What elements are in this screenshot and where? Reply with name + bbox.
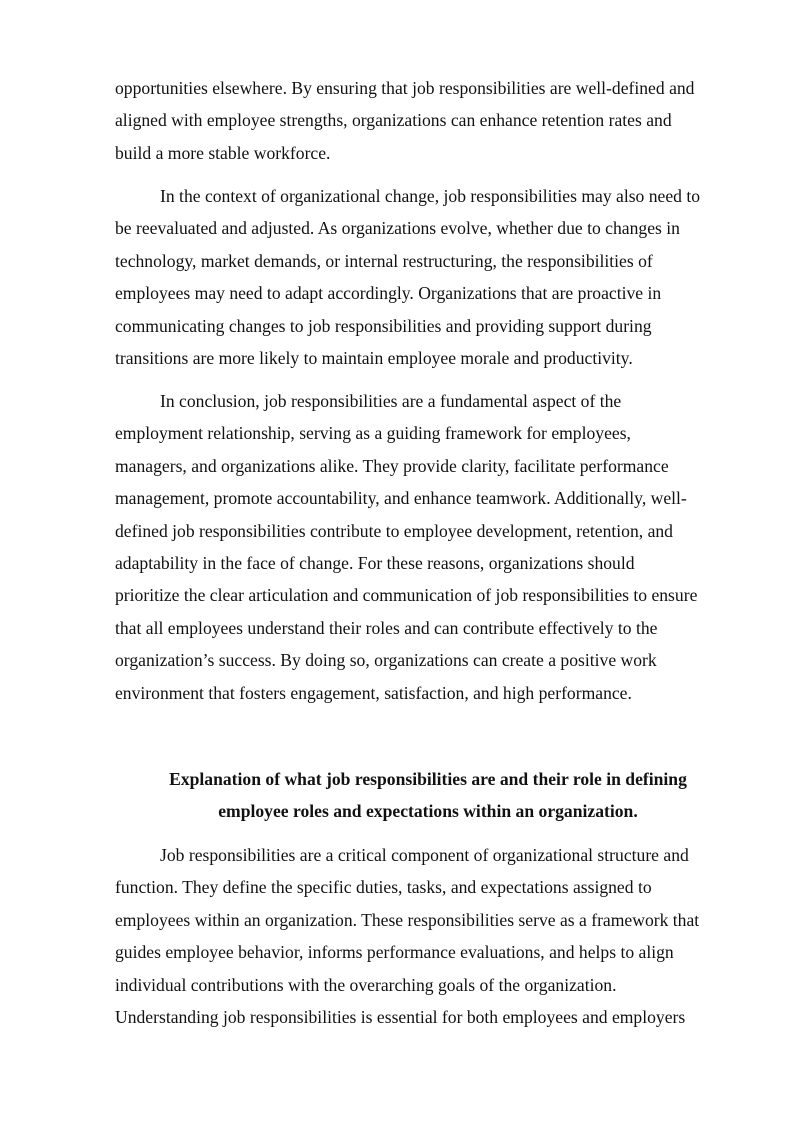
paragraph-line: guides employee behavior, informs performance evaluations, and helps to align xyxy=(115,942,674,963)
heading-line: Explanation of what job responsibilities are and their role in defining xyxy=(169,769,687,789)
paragraph-line: individual contributions with the overarching goals of the organization. xyxy=(115,974,617,995)
paragraph-organizational-change xyxy=(115,180,745,374)
paragraph-line: communicating changes to job responsibilities and providing support during xyxy=(115,315,652,336)
paragraph-line: In the context of organizational change, job responsibilities may also need to xyxy=(160,186,701,206)
paragraph-line: aligned with employee strengths, organizations can enhance retention rates and xyxy=(115,110,672,131)
paragraph-line: defined job responsibilities contribute to employee development, retention, and xyxy=(115,520,673,541)
paragraph-line: that all employees understand their roles and can contribute effectively to the xyxy=(115,617,658,638)
paragraph-line: prioritize the clear articulation and communication of job responsibilities to ensure xyxy=(115,585,698,606)
paragraph-line: employees may need to adapt accordingly. Organizations that are proactive in xyxy=(115,283,662,304)
section-heading xyxy=(115,763,741,828)
paragraph-line: managers, and organizations alike. They provide clarity, facilitate performance xyxy=(115,455,669,476)
paragraph-line: employment relationship, serving as a guiding framework for employees, xyxy=(115,423,631,444)
heading-line: employee roles and expectations within an organization. xyxy=(218,801,638,822)
paragraph-line: employees within an organization. These responsibilities serve as a framework that xyxy=(115,909,700,930)
paragraph-job-responsibilities-intro xyxy=(115,839,745,1033)
paragraph-line: organization’s success. By doing so, organizations can create a positive work xyxy=(115,650,657,671)
paragraph-line: build a more stable workforce. xyxy=(115,142,331,163)
paragraph-line: In conclusion, job responsibilities are a fundamental aspect of the xyxy=(160,391,622,411)
paragraph-line: be reevaluated and adjusted. As organizations evolve, whether due to changes in xyxy=(115,218,680,239)
paragraph-line: environment that fosters engagement, satisfaction, and high performance. xyxy=(115,682,632,703)
paragraph-conclusion xyxy=(115,385,745,709)
paragraph-line: opportunities elsewhere. By ensuring that job responsibilities are well-defined and xyxy=(115,78,695,98)
paragraph-retention xyxy=(115,72,745,169)
paragraph-line: adaptability in the face of change. For these reasons, organizations should xyxy=(115,553,635,574)
paragraph-line: technology, market demands, or internal restructuring, the responsibilities of xyxy=(115,250,653,271)
paragraph-line: transitions are more likely to maintain employee morale and productivity. xyxy=(115,348,633,369)
paragraph-line: Understanding job responsibilities is essential for both employees and employers xyxy=(115,1007,686,1028)
paragraph-line: management, promote accountability, and enhance teamwork. Additionally, well- xyxy=(115,488,687,509)
paragraph-line: function. They define the specific duties, tasks, and expectations assigned to xyxy=(115,877,652,898)
paragraph-line: Job responsibilities are a critical component of organizational structure and xyxy=(160,845,689,865)
